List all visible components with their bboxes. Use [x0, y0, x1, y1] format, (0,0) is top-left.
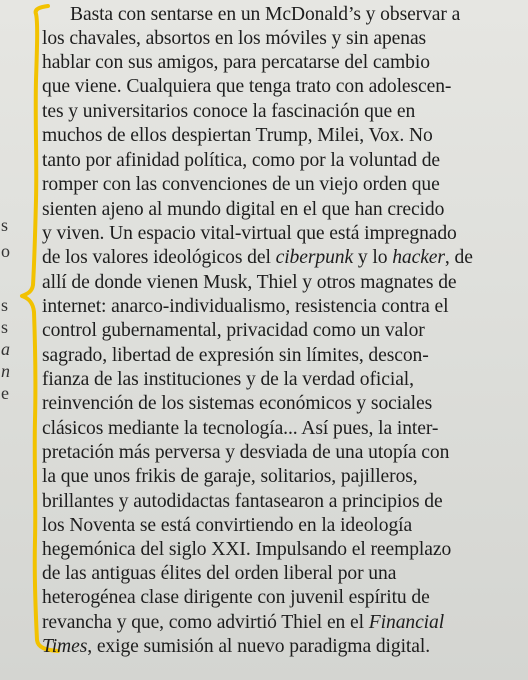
- text-line: [42, 466, 418, 488]
- text-line: [70, 4, 460, 26]
- text-segment: hablar con sus amigos, para percatarse del cambio: [42, 52, 430, 73]
- text-segment: de las antiguas élites del orden liberal por una: [42, 563, 397, 584]
- text-line: [42, 150, 440, 172]
- text-line: [42, 418, 438, 440]
- italic-term: Times: [42, 636, 88, 657]
- text-line: [42, 491, 443, 513]
- text-line: [42, 612, 444, 634]
- text-segment: y viven. Un espacio vital-virtual que está impregnado: [42, 223, 457, 244]
- text-segment: , de: [444, 247, 473, 268]
- text-segment: pretación más perversa y desviada de una utopía con: [42, 442, 450, 463]
- text-line: [42, 636, 430, 658]
- text-segment: que viene. Cualquiera que tenga trato con adolescen-: [42, 76, 452, 97]
- text-line: [42, 125, 433, 147]
- text-line: [42, 28, 426, 50]
- text-segment: y lo: [353, 247, 393, 268]
- text-segment: hegemónica del siglo XXI. Impulsando el reemplazo: [42, 539, 452, 560]
- text-line: [42, 76, 451, 98]
- text-segment: Basta con sentarse en un McDonald’s y observar a: [70, 4, 461, 25]
- text-segment: fianza de las instituciones y de la verdad oficial,: [42, 369, 414, 390]
- text-segment: sagrado, libertad de expresión sin límites, descon-: [42, 345, 429, 366]
- left-fragment: e: [1, 383, 9, 403]
- left-fragment: s: [1, 317, 9, 337]
- left-fragment: n: [1, 361, 10, 381]
- article-body: [12, 0, 528, 680]
- text-line: [42, 515, 412, 537]
- text-line: [42, 272, 457, 294]
- text-segment: los chavales, absortos en los móviles y sin apenas: [42, 28, 427, 49]
- text-segment: heterogénea clase dirigente con juvenil espíritu de: [42, 587, 430, 608]
- text-line: [42, 296, 448, 318]
- text-segment: clásicos mediante la tecnología... Así pues, la inter-: [42, 418, 439, 439]
- left-fragment: o: [1, 241, 10, 261]
- text-segment: brillantes y autodidactas fantasearon a principios de: [42, 491, 443, 512]
- text-segment: tanto por afinidad política, como por la voluntad de: [42, 150, 440, 171]
- text-line: [42, 101, 415, 123]
- text-segment: internet: anarco-individualismo, resistencia contra el: [42, 296, 449, 317]
- text-line: [42, 247, 473, 269]
- text-segment: la que unos frikis de garaje, solitarios, pajilleros,: [42, 466, 418, 487]
- text-segment: romper con las convenciones de un viejo orden que: [42, 174, 440, 195]
- text-line: [42, 393, 432, 415]
- text-segment: sienten ajeno al mundo digital en el que han crecido: [42, 199, 445, 220]
- left-fragment: s: [1, 215, 9, 235]
- text-line: [42, 320, 425, 342]
- text-line: [42, 539, 451, 561]
- text-segment: los Noventa se está convirtiendo en la ideología: [42, 515, 413, 536]
- text-line: [42, 563, 396, 585]
- text-line: [42, 587, 430, 609]
- text-segment: control gubernamental, privacidad como un valor: [42, 320, 425, 341]
- left-fragment: a: [1, 339, 10, 359]
- text-segment: , exige sumisión al nuevo paradigma digital.: [87, 636, 431, 657]
- text-line: [42, 223, 457, 245]
- text-line: [42, 52, 430, 74]
- italic-term: Financial: [368, 612, 445, 633]
- text-segment: allí de donde vienen Musk, Thiel y otros magnates de: [42, 272, 457, 293]
- text-segment: muchos de ellos despiertan Trump, Milei, Vox. No: [42, 125, 433, 146]
- text-line: [42, 199, 444, 221]
- text-segment: de los valores ideológicos del: [42, 247, 276, 268]
- italic-term: hacker: [392, 247, 445, 268]
- left-fragment: s: [1, 295, 9, 315]
- text-line: [42, 174, 440, 196]
- text-segment: reinvención de los sistemas económicos y sociales: [42, 393, 433, 414]
- text-segment: revancha y que, como advirtió Thiel en el: [42, 612, 369, 633]
- text-segment: tes y universitarios conoce la fascinación que en: [42, 101, 416, 122]
- italic-term: ciberpunk: [275, 247, 354, 268]
- text-line: [42, 345, 429, 367]
- text-line: [42, 369, 414, 391]
- text-line: [42, 442, 449, 464]
